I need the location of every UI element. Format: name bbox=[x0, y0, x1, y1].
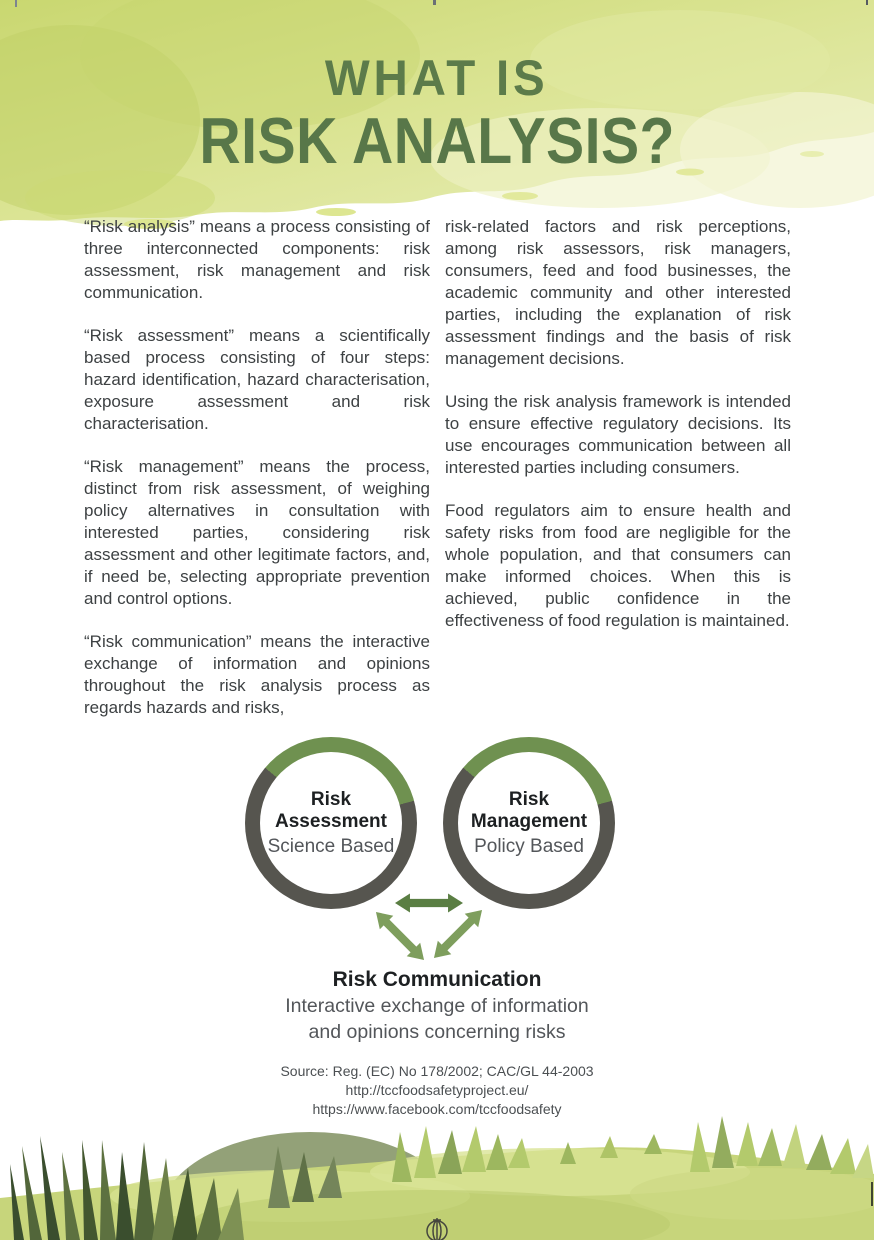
source-url-project: http://tccfoodsafetyproject.eu/ bbox=[345, 1082, 529, 1098]
source-block bbox=[0, 1062, 874, 1119]
crop-mark-right bbox=[866, 0, 868, 5]
horizontal-double-arrow-icon bbox=[395, 893, 463, 912]
risk-assessment-title: Risk Assessment bbox=[275, 788, 387, 832]
page-title bbox=[0, 50, 874, 177]
source-reference: Source: Reg. (EC) No 178/2002; CAC/GL 44-2003 bbox=[280, 1063, 594, 1079]
risk-communication-subtitle-line2: and opinions concerning risks bbox=[308, 1021, 566, 1043]
grass-hill-art bbox=[0, 1112, 874, 1240]
paragraph-risk-assessment: “Risk assessment” means a scientifically based process consisting of four steps: hazard identification, hazard characterisation, exposure assessment and risk characterisation. bbox=[84, 326, 430, 433]
risk-assessment-subtitle: Science Based bbox=[267, 835, 395, 857]
diagonal-left-double-arrow-icon bbox=[369, 905, 431, 967]
risk-management-subtitle: Policy Based bbox=[474, 835, 584, 857]
page-title-line2: RISK ANALYSIS? bbox=[199, 104, 675, 177]
risk-management-title: Risk Management bbox=[470, 788, 588, 832]
paragraph-risk-analysis: “Risk analysis” means a process consisting of three interconnected components: risk assessment, risk management and risk communication. bbox=[84, 217, 430, 302]
risk-management-circle-inner bbox=[458, 752, 600, 894]
paragraph-food-regulators: Food regulators aim to ensure health and safety risks from food are negligible for the whole population, and that consumers can make informed choices. When this is achieved, public confidence in the effectiveness of food regulation is maintained. bbox=[445, 501, 791, 630]
crop-mark-left bbox=[15, 0, 17, 7]
left-column bbox=[84, 216, 430, 740]
page-title-line1: WHAT IS bbox=[325, 50, 549, 106]
paragraph-framework: Using the risk analysis framework is intended to ensure effective regulatory decisions. Its use encourages communication between all interested parties including consumers. bbox=[445, 392, 791, 477]
risk-communication-title: Risk Communication bbox=[332, 968, 542, 991]
risk-assessment-circle-inner bbox=[260, 752, 402, 894]
body-columns bbox=[84, 216, 791, 740]
risk-communication-subtitle-line1: Interactive exchange of information bbox=[285, 995, 589, 1017]
right-column bbox=[445, 216, 791, 740]
paragraph-risk-communication-cont: risk-related factors and risk perceptions, among risk assessors, risk managers, consumers, feed and food businesses, the academic community and other interested parties, including the explanation of risk assessment findings and the basis of risk management decisions. bbox=[445, 217, 791, 368]
paragraph-risk-management: “Risk management” means the process, distinct from risk assessment, of weighing policy alternatives in consultation with interested parties, considering risk assessment and other legitimate factors, and, if need be, selecting appropriate prevention and control options. bbox=[84, 457, 430, 608]
source-url-facebook: https://www.facebook.com/tccfoodsafety bbox=[312, 1101, 562, 1117]
double-arrow-exchange-icon bbox=[330, 880, 530, 970]
crop-mark-center bbox=[433, 0, 436, 5]
diagonal-right-double-arrow-icon bbox=[427, 903, 489, 965]
risk-communication-block bbox=[0, 967, 874, 1045]
paragraph-risk-communication: “Risk communication” means the interactive exchange of information and opinions throughout the risk analysis process as regards hazards and risks, bbox=[84, 632, 430, 717]
